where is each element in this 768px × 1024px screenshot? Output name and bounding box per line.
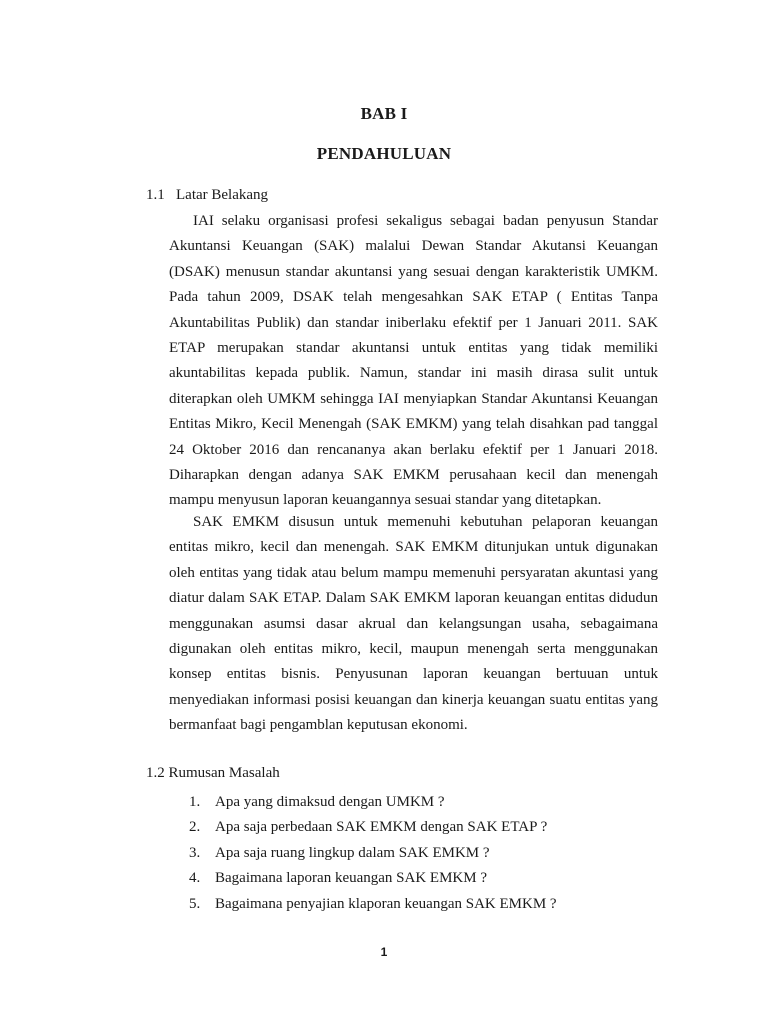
paragraph-sak-emkm: SAK EMKM disusun untuk memenuhi kebutuhan pelaporan keuangan entitas mikro, kecil dan menengah. SAK EMKM ditunjukan untuk digunakan oleh entitas yang tidak atau belum mampu memenuhi persyaratan akuntasi yang diatur dalam SAK ETAP. Dalam SAK EMKM laporan keuangan entitas didudun menggunakan asumsi dasar akrual dan kelangsungan usaha, sebagaimana digunakan oleh entitas mikro, kecil, maupun menengah serta menggunakan konsep entitas bisnis. Penyusunan laporan keuangan bertuuan untuk menyediakan informasi posisi keuangan dan kinerja keuangan suatu entitas yang bermanfaat bagi pengamblan keputusan ekonomi. [169, 514, 658, 734]
list-marker: 3. [189, 844, 201, 861]
section-title: Latar Belakang [176, 187, 269, 203]
page-number: 1 [380, 945, 388, 959]
list-marker: 5. [189, 895, 201, 912]
list-item-text: Apa saja ruang lingkup dalam SAK EMKM ? [215, 844, 490, 861]
paragraph-iai: IAI selaku organisasi profesi sekaligus sebagai badan penyusun Standar Akuntansi Keuangan (SAK) malalui Dewan Standar Akutansi Keuangan (DSAK) menusun standar akuntansi yang sesuai dengan karakteristik UMKM. Pada tahun 2009, DSAK telah mengesahkan SAK ETAP ( Entitas Tanpa Akuntabilitas Publik) dan standar iniberlaku efektif per 1 Januari 2011. SAK ETAP merupakan standar akuntansi untuk entitas yang tidak memiliki akuntabilitas kepada publik. Namun, standar ini masih dirasa sulit untuk diterapkan oleh UMKM sehingga IAI menyiapkan Standar Akuntansi Keuangan Entitas Mikro, Kecil Menengah (SAK EMKM) yang telah disahkan pad tanggal 24 Oktober 2016 dan rencananya akan berlaku efektif per 1 Januari 2018. Diharapkan dengan adanya SAK EMKM perusahaan kecil dan menengah mampu menyusun laporan keuangannya sesuai standar yang ditetapkan. [169, 213, 658, 509]
list-item [189, 892, 649, 917]
problem-list [189, 790, 649, 917]
list-marker: 1. [189, 794, 201, 810]
list-marker: 2. [189, 819, 201, 836]
paragraph-block [169, 209, 658, 514]
list-item-text: Apa yang dimaksud dengan UMKM ? [215, 794, 445, 810]
chapter-label: BAB I [360, 104, 408, 123]
section-heading-latar-belakang [146, 187, 268, 204]
list-marker: 4. [189, 870, 201, 887]
list-item [189, 841, 649, 866]
list-item [189, 866, 649, 891]
list-item [189, 815, 649, 840]
list-item-text: Apa saja perbedaan SAK EMKM dengan SAK ETAP ? [215, 819, 548, 836]
list-item-text: Bagaimana laporan keuangan SAK EMKM ? [215, 870, 488, 887]
chapter-title: PENDAHULUAN [316, 144, 452, 163]
section-number: 1.1 [146, 187, 165, 203]
list-item [189, 790, 649, 815]
list-item-text: Bagaimana penyajian klaporan keuangan SAK EMKM ? [215, 895, 557, 912]
section-heading-rumusan-masalah: 1.2 Rumusan Masalah [146, 765, 280, 781]
paragraph-block [169, 510, 658, 739]
